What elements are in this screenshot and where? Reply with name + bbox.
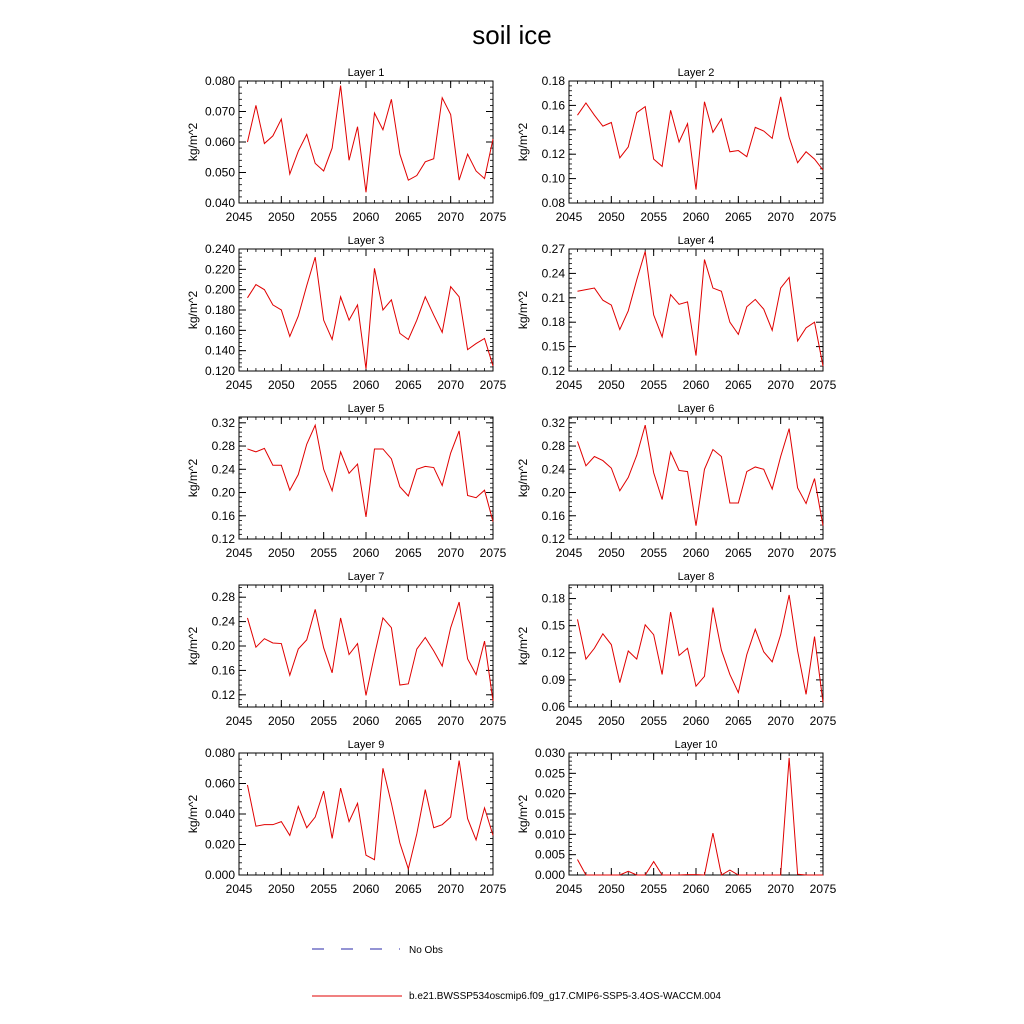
x-tick-label: 2045 xyxy=(555,210,583,224)
y-tick-label: 0.080 xyxy=(204,74,235,88)
x-tick-label: 2075 xyxy=(809,714,837,728)
x-tick-label: 2050 xyxy=(597,546,625,560)
legend-model-label: b.e21.BWSSP534oscmip6.f09_g17.CMIP6-SSP5-3.4OS-WACCM.004 xyxy=(409,991,721,1002)
y-tick-label: 0.060 xyxy=(204,135,235,149)
panel-layer-4 xyxy=(516,235,837,392)
x-tick-label: 2065 xyxy=(394,546,422,560)
panel-title: Layer 8 xyxy=(677,571,715,583)
x-tick-label: 2050 xyxy=(597,714,625,728)
x-tick-label: 2050 xyxy=(597,882,625,896)
y-axis-label: kg/m^2 xyxy=(186,290,200,330)
panel-title: Layer 3 xyxy=(347,235,385,247)
x-tick-label: 2075 xyxy=(809,210,837,224)
y-tick-label: 0.000 xyxy=(534,868,565,882)
panel-title: Layer 6 xyxy=(677,403,715,415)
x-tick-label: 2065 xyxy=(724,378,752,392)
series-line-layer-7 xyxy=(247,602,493,701)
y-tick-label: 0.005 xyxy=(534,847,565,862)
x-tick-label: 2060 xyxy=(352,546,380,560)
x-tick-label: 2045 xyxy=(225,210,253,224)
x-tick-label: 2070 xyxy=(437,546,465,560)
y-tick-label: 0.18 xyxy=(541,315,565,330)
y-tick-label: 0.24 xyxy=(211,614,235,629)
y-tick-label: 0.080 xyxy=(204,746,235,760)
x-tick-label: 2065 xyxy=(724,546,752,560)
x-tick-label: 2075 xyxy=(479,378,507,392)
panel-layer-8 xyxy=(516,571,837,728)
figure-title: soil ice xyxy=(472,20,552,50)
y-tick-label: 0.120 xyxy=(204,364,235,378)
y-tick-label: 0.060 xyxy=(204,776,235,791)
panel-layer-9 xyxy=(186,739,507,896)
x-tick-label: 2060 xyxy=(352,714,380,728)
y-axis-label: kg/m^2 xyxy=(516,794,530,834)
y-tick-label: 0.16 xyxy=(211,508,235,523)
x-tick-label: 2055 xyxy=(310,882,338,896)
x-tick-label: 2050 xyxy=(267,714,295,728)
y-tick-label: 0.18 xyxy=(541,591,565,606)
x-tick-label: 2070 xyxy=(437,882,465,896)
y-axis-label: kg/m^2 xyxy=(186,626,200,666)
series-line-layer-2 xyxy=(577,97,823,190)
y-tick-label: 0.09 xyxy=(541,672,565,687)
y-tick-label: 0.160 xyxy=(204,323,235,338)
x-tick-label: 2070 xyxy=(767,882,795,896)
x-tick-label: 2065 xyxy=(724,882,752,896)
panel-layer-5 xyxy=(186,403,507,560)
x-tick-label: 2065 xyxy=(394,714,422,728)
y-tick-label: 0.220 xyxy=(204,262,235,277)
x-tick-label: 2055 xyxy=(310,378,338,392)
y-axis-label: kg/m^2 xyxy=(186,122,200,162)
y-tick-label: 0.28 xyxy=(211,439,235,454)
y-tick-label: 0.240 xyxy=(204,242,235,256)
y-tick-label: 0.24 xyxy=(541,462,565,477)
y-tick-label: 0.18 xyxy=(541,74,565,88)
x-tick-label: 2060 xyxy=(682,714,710,728)
series-line-layer-3 xyxy=(247,257,493,369)
panel-frame xyxy=(239,753,493,875)
series-line-layer-5 xyxy=(247,425,493,521)
y-tick-label: 0.32 xyxy=(211,415,235,430)
panel-title: Layer 2 xyxy=(677,67,715,79)
panel-layer-1 xyxy=(186,67,507,224)
panel-layer-6 xyxy=(516,403,837,560)
y-tick-label: 0.16 xyxy=(211,663,235,678)
panel-title: Layer 1 xyxy=(347,67,385,79)
x-tick-label: 2070 xyxy=(767,714,795,728)
x-tick-label: 2055 xyxy=(310,546,338,560)
y-tick-label: 0.040 xyxy=(204,807,235,821)
panel-title: Layer 9 xyxy=(347,739,385,751)
x-tick-label: 2060 xyxy=(682,378,710,392)
x-tick-label: 2045 xyxy=(225,714,253,728)
x-tick-label: 2070 xyxy=(437,714,465,728)
y-tick-label: 0.12 xyxy=(541,364,565,378)
y-tick-label: 0.12 xyxy=(211,532,235,546)
panel-layer-7 xyxy=(186,571,507,728)
y-tick-label: 0.28 xyxy=(541,439,565,454)
x-tick-label: 2055 xyxy=(310,714,338,728)
y-axis-label: kg/m^2 xyxy=(516,290,530,330)
x-tick-label: 2055 xyxy=(640,714,668,728)
series-line-layer-4 xyxy=(577,251,823,366)
panel-layer-3 xyxy=(186,235,507,392)
y-tick-label: 0.21 xyxy=(541,290,565,305)
y-axis-label: kg/m^2 xyxy=(516,626,530,666)
y-tick-label: 0.025 xyxy=(534,766,565,781)
y-tick-label: 0.020 xyxy=(534,786,565,801)
panel-frame xyxy=(239,81,493,203)
y-tick-label: 0.24 xyxy=(211,462,235,477)
y-tick-label: 0.28 xyxy=(211,590,235,605)
y-tick-label: 0.050 xyxy=(204,165,235,180)
x-tick-label: 2055 xyxy=(640,546,668,560)
y-tick-label: 0.16 xyxy=(541,98,565,113)
x-tick-label: 2075 xyxy=(479,882,507,896)
y-tick-label: 0.12 xyxy=(541,147,565,162)
x-tick-label: 2055 xyxy=(640,378,668,392)
y-tick-label: 0.15 xyxy=(541,339,565,354)
x-tick-label: 2075 xyxy=(809,378,837,392)
x-tick-label: 2065 xyxy=(394,378,422,392)
x-tick-label: 2050 xyxy=(597,378,625,392)
panel-frame xyxy=(239,585,493,707)
y-tick-label: 0.20 xyxy=(211,639,235,653)
y-tick-label: 0.08 xyxy=(541,196,565,210)
y-tick-label: 0.24 xyxy=(541,266,565,281)
y-tick-label: 0.015 xyxy=(534,807,565,821)
panel-frame xyxy=(239,249,493,371)
x-tick-label: 2075 xyxy=(479,546,507,560)
panel-layer-2 xyxy=(516,67,837,224)
panel-title: Layer 4 xyxy=(677,235,715,247)
y-axis-label: kg/m^2 xyxy=(516,122,530,162)
y-tick-label: 0.140 xyxy=(204,343,235,358)
y-axis-label: kg/m^2 xyxy=(186,794,200,834)
panel-frame xyxy=(239,417,493,539)
x-tick-label: 2055 xyxy=(310,210,338,224)
y-tick-label: 0.12 xyxy=(541,645,565,660)
y-tick-label: 0.20 xyxy=(541,485,565,500)
y-tick-label: 0.27 xyxy=(541,242,565,256)
series-line-layer-6 xyxy=(577,425,823,526)
x-tick-label: 2075 xyxy=(809,882,837,896)
x-tick-label: 2070 xyxy=(437,378,465,392)
y-tick-label: 0.020 xyxy=(204,837,235,852)
x-tick-label: 2045 xyxy=(225,882,253,896)
panel-title: Layer 7 xyxy=(347,571,385,583)
panels xyxy=(186,67,837,896)
y-tick-label: 0.040 xyxy=(204,196,235,210)
panel-title: Layer 5 xyxy=(347,403,385,415)
x-tick-label: 2060 xyxy=(682,546,710,560)
x-tick-label: 2070 xyxy=(437,210,465,224)
x-tick-label: 2070 xyxy=(767,546,795,560)
x-tick-label: 2065 xyxy=(394,210,422,224)
y-tick-label: 0.10 xyxy=(541,171,565,186)
x-tick-label: 2070 xyxy=(767,378,795,392)
x-tick-label: 2045 xyxy=(555,378,583,392)
y-axis-label: kg/m^2 xyxy=(186,458,200,498)
x-tick-label: 2045 xyxy=(555,546,583,560)
y-tick-label: 0.15 xyxy=(541,618,565,633)
y-tick-label: 0.12 xyxy=(211,687,235,702)
x-tick-label: 2055 xyxy=(640,210,668,224)
x-tick-label: 2075 xyxy=(479,714,507,728)
x-tick-label: 2065 xyxy=(724,714,752,728)
y-tick-label: 0.06 xyxy=(541,700,565,714)
x-tick-label: 2065 xyxy=(724,210,752,224)
y-tick-label: 0.010 xyxy=(534,827,565,842)
y-tick-label: 0.070 xyxy=(204,104,235,119)
y-tick-label: 0.030 xyxy=(534,746,565,760)
x-tick-label: 2060 xyxy=(352,378,380,392)
x-tick-label: 2060 xyxy=(682,210,710,224)
x-tick-label: 2050 xyxy=(267,378,295,392)
series-line-layer-10 xyxy=(577,758,823,875)
x-tick-label: 2050 xyxy=(267,210,295,224)
x-tick-label: 2050 xyxy=(597,210,625,224)
y-tick-label: 0.12 xyxy=(541,532,565,546)
x-tick-label: 2045 xyxy=(225,378,253,392)
y-tick-label: 0.16 xyxy=(541,508,565,523)
x-tick-label: 2045 xyxy=(555,882,583,896)
x-tick-label: 2060 xyxy=(682,882,710,896)
legend xyxy=(312,945,721,1002)
y-tick-label: 0.180 xyxy=(204,303,235,317)
x-tick-label: 2045 xyxy=(555,714,583,728)
x-tick-label: 2060 xyxy=(352,882,380,896)
panel-frame xyxy=(569,585,823,707)
y-tick-label: 0.000 xyxy=(204,868,235,882)
legend-obs-label: No Obs xyxy=(409,945,443,956)
x-tick-label: 2050 xyxy=(267,882,295,896)
x-tick-label: 2070 xyxy=(767,210,795,224)
panel-title: Layer 10 xyxy=(674,739,718,751)
y-tick-label: 0.14 xyxy=(541,122,565,137)
y-tick-label: 0.32 xyxy=(541,415,565,430)
y-tick-label: 0.200 xyxy=(204,282,235,297)
x-tick-label: 2075 xyxy=(809,546,837,560)
x-tick-label: 2045 xyxy=(225,546,253,560)
y-axis-label: kg/m^2 xyxy=(516,458,530,498)
x-tick-label: 2050 xyxy=(267,546,295,560)
series-line-layer-9 xyxy=(247,761,493,869)
y-tick-label: 0.20 xyxy=(211,485,235,500)
panel-frame xyxy=(569,417,823,539)
x-tick-label: 2060 xyxy=(352,210,380,224)
x-tick-label: 2075 xyxy=(479,210,507,224)
panel-layer-10 xyxy=(516,739,837,896)
x-tick-label: 2055 xyxy=(640,882,668,896)
series-line-layer-1 xyxy=(247,86,493,193)
x-tick-label: 2065 xyxy=(394,882,422,896)
series-line-layer-8 xyxy=(577,595,823,703)
